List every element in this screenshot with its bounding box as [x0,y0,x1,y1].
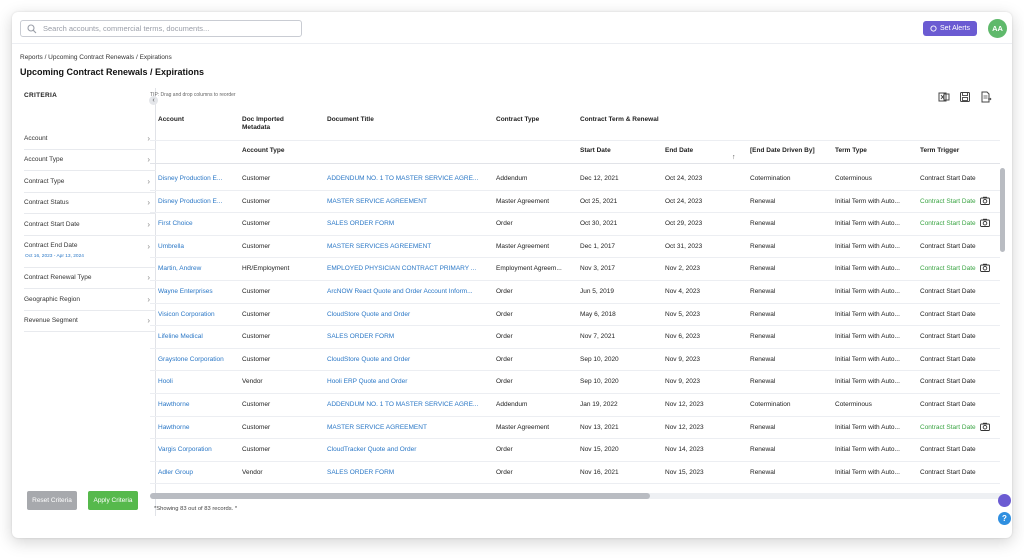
cell-term-type: Initial Term with Auto... [835,446,900,454]
cell-term-type: Initial Term with Auto... [835,310,900,318]
cell-term-type: Initial Term with Auto... [835,242,900,250]
cell-driven-by: Renewal [750,220,776,228]
cell-account[interactable]: Wayne Enterprises [158,287,213,295]
cell-start-date: Dec 12, 2021 [580,175,619,182]
set-alerts-button[interactable] [923,21,977,36]
header-document-title[interactable]: Document Title [327,116,374,123]
camera-icon[interactable] [980,263,990,272]
cell-account-type: Customer [242,446,271,454]
cell-end-date: Oct 24, 2023 [665,197,703,205]
cell-term-type: Initial Term with Auto... [835,468,900,476]
cell-term-type: Initial Term with Auto... [835,423,900,431]
cell-document-title[interactable]: MASTER SERVICES AGREEMENT [327,242,432,250]
cell-contract-type: Master Agreement [496,423,550,431]
cell-term-trigger: Contract Start Date [920,446,976,454]
criteria-contract-renewal-type[interactable]: Contract Renewal Type › [24,268,156,290]
cell-driven-by: Renewal [750,197,776,205]
horizontal-scrollbar[interactable] [150,493,1004,499]
export-document-icon[interactable] [980,90,992,102]
collapse-panel-icon[interactable]: ‹ [149,96,158,105]
cell-account[interactable]: Graystone Corporation [158,355,224,363]
cell-account[interactable]: Hooli [158,378,173,386]
header-account[interactable]: Account [158,116,184,123]
cell-contract-type: Addendum [496,175,528,182]
header-account-type[interactable]: Account Type [242,147,285,154]
criteria-contract-status[interactable]: Contract Status › [24,193,156,215]
cell-end-date: Nov 2, 2023 [665,265,701,273]
cell-contract-type: Order [496,220,513,228]
cell-document-title[interactable]: MASTER SERVICE AGREEMENT [327,197,427,205]
cell-account[interactable]: Hawthorne [158,400,190,408]
cell-account-type: Customer [242,400,271,408]
cell-account-type: Customer [242,197,271,205]
cell-contract-type: Order [496,310,513,318]
search-box[interactable] [20,20,302,37]
cell-term-trigger: Contract Start Date [920,355,976,363]
table-row[interactable] [150,258,1000,281]
cell-term-type: Initial Term with Auto... [835,220,900,228]
table-row[interactable] [150,349,1000,372]
apply-criteria-button[interactable]: Apply Criteria [88,491,138,510]
cell-contract-type: Order [496,287,513,295]
cell-document-title[interactable]: CloudTracker Quote and Order [327,446,417,454]
cell-term-trigger: Contract Start Date [920,242,976,250]
table-row[interactable] [150,213,1000,236]
cell-document-title[interactable]: SALES ORDER FORM [327,333,395,341]
cell-start-date: Oct 25, 2021 [580,197,618,205]
cell-start-date: Nov 7, 2021 [580,333,616,341]
header-term-group: Contract Term & Renewal [580,116,659,123]
cell-account[interactable]: Vargis Corporation [158,446,212,454]
cell-start-date: Nov 15, 2020 [580,446,619,454]
cell-account-type: Customer [242,242,271,250]
header-end-date[interactable]: End Date [665,147,694,154]
table-toolbar [938,90,992,102]
favorite-icon[interactable] [998,494,1011,507]
cell-document-title[interactable]: ArcNOW React Quote and Order Account Inform... [327,287,473,295]
criteria-contract-start-date[interactable]: Contract Start Date › [24,214,156,236]
table-row[interactable] [150,281,1000,304]
set-alerts-label: Set Alerts [940,25,970,32]
cell-start-date: Dec 1, 2017 [580,242,616,250]
criteria-contract-end-date[interactable]: Contract End Date Oct 16, 2023 - Apr 13, 2024 › [24,236,156,268]
cell-start-date: Oct 30, 2021 [580,220,618,228]
page-title: Upcoming Contract Renewals / Expirations [20,67,205,77]
cell-term-trigger: Contract Start Date [920,468,976,476]
cell-driven-by: Renewal [750,355,776,363]
table-row[interactable] [150,168,1000,191]
chevron-right-icon: › [147,155,150,165]
cell-account-type: Vendor [242,468,263,476]
table-row[interactable] [150,439,1000,462]
save-icon[interactable] [959,90,971,102]
chevron-right-icon: › [147,219,150,229]
cell-term-type: Initial Term with Auto... [835,333,900,341]
cell-start-date: Jan 19, 2022 [580,400,618,408]
cell-end-date: Nov 4, 2023 [665,287,701,295]
cell-account[interactable]: Hawthorne [158,423,190,431]
chevron-right-icon: › [147,176,150,186]
export-excel-icon[interactable] [938,90,950,102]
cell-driven-by: Renewal [750,468,776,476]
cell-document-title[interactable]: EMPLOYED PHYSICIAN CONTRACT PRIMARY ... [327,265,477,273]
camera-icon[interactable] [980,218,990,227]
cell-account-type: Vendor [242,378,263,386]
cell-contract-type: Employment Agreem... [496,265,562,273]
header-term-type[interactable]: Term Type [835,147,867,154]
renewals-table [150,108,1004,498]
cell-start-date: May 6, 2018 [580,310,616,318]
table-row[interactable] [150,304,1000,327]
sort-ascending-icon[interactable]: ↑ [732,154,736,161]
cell-term-trigger: Contract Start Date [920,175,976,182]
header-driven-by[interactable]: [End Date Driven By] [750,147,815,154]
records-count: *Showing 83 out of 83 records. * [154,506,238,512]
cell-driven-by: Renewal [750,378,776,386]
cell-contract-type: Order [496,468,513,476]
cell-driven-by: Renewal [750,287,776,295]
cell-start-date: Nov 16, 2021 [580,468,619,476]
cell-end-date: Oct 31, 2023 [665,242,703,250]
cell-account[interactable]: Disney Production E... [158,197,223,205]
user-avatar[interactable]: AA [988,19,1007,38]
cell-contract-type: Addendum [496,400,528,408]
cell-end-date: Nov 15, 2023 [665,468,704,476]
table-row[interactable] [150,236,1000,259]
cell-contract-type: Master Agreement [496,242,550,250]
scrollbar-thumb[interactable] [150,493,650,499]
cell-term-type: Initial Term with Auto... [835,355,900,363]
criteria-geographic-region[interactable]: Geographic Region › [24,289,156,311]
reset-criteria-button[interactable]: Reset Criteria [27,491,77,510]
cell-account[interactable]: Lifeline Medical [158,333,203,341]
table-header [150,108,1000,164]
cell-contract-type: Order [496,378,513,386]
cell-term-type: Initial Term with Auto... [835,378,900,386]
cell-end-date: Nov 9, 2023 [665,355,701,363]
breadcrumb: Reports / Upcoming Contract Renewals / Expirations [20,54,172,61]
cell-term-trigger: Contract Start Date [920,220,976,228]
cell-term-trigger: Contract Start Date [920,400,976,408]
cell-account-type: Customer [242,287,271,295]
cell-driven-by: Renewal [750,446,776,454]
bell-icon [930,25,937,32]
criteria-end-date-range: Oct 16, 2023 - Apr 13, 2024 [25,253,84,259]
chevron-right-icon: › [147,198,150,208]
camera-icon[interactable] [980,196,990,205]
cell-term-trigger: Contract Start Date [920,265,976,273]
app-window [12,12,1012,538]
cell-term-trigger: Contract Start Date [920,197,976,205]
cell-driven-by: Renewal [750,265,776,273]
cell-document-title[interactable]: Hooli ERP Quote and Order [327,378,408,386]
chevron-right-icon: › [147,241,150,251]
cell-end-date: Nov 12, 2023 [665,423,704,431]
top-bar [12,12,1012,44]
cell-start-date: Nov 13, 2021 [580,423,619,431]
cell-end-date: Nov 12, 2023 [665,400,704,408]
cell-document-title[interactable]: ADDENDUM NO. 1 TO MASTER SERVICE AGRE... [327,175,479,182]
chevron-right-icon: › [147,273,150,283]
cell-document-title[interactable]: CloudStore Quote and Order [327,355,411,363]
cell-document-title[interactable]: SALES ORDER FORM [327,468,395,476]
cell-document-title[interactable]: ADDENDUM NO. 1 TO MASTER SERVICE AGRE... [327,400,479,408]
cell-account[interactable]: First Choice [158,220,193,228]
cell-end-date: Nov 9, 2023 [665,378,701,386]
cell-term-trigger: Contract Start Date [920,310,976,318]
cell-contract-type: Order [496,355,513,363]
camera-icon[interactable] [980,422,990,431]
table-row[interactable] [150,191,1000,214]
criteria-panel [24,88,156,516]
cell-driven-by: Renewal [750,423,776,431]
cell-driven-by: Renewal [750,242,776,250]
cell-end-date: Nov 14, 2023 [665,446,704,454]
cell-start-date: Jun 5, 2019 [580,287,614,295]
cell-contract-type: Order [496,333,513,341]
cell-document-title[interactable]: SALES ORDER FORM [327,220,395,228]
search-input[interactable] [43,24,293,33]
cell-account[interactable]: Umbrella [158,242,185,250]
chevron-right-icon: › [147,294,150,304]
chevron-right-icon: › [147,133,150,143]
cell-driven-by: Renewal [750,333,776,341]
cell-contract-type: Order [496,446,513,454]
cell-end-date: Oct 24, 2023 [665,175,703,182]
cell-term-type: Initial Term with Auto... [835,265,900,273]
search-icon [27,24,37,34]
header-start-date[interactable]: Start Date [580,147,611,154]
cell-end-date: Nov 6, 2023 [665,333,701,341]
cell-account-type: Customer [242,310,271,318]
cell-end-date: Nov 5, 2023 [665,310,701,318]
cell-account-type: Customer [242,333,271,341]
cell-driven-by: Cotermination [750,400,791,408]
criteria-list [24,128,156,332]
cell-term-trigger: Contract Start Date [920,333,976,341]
header-doc-meta[interactable]: Doc Imported Metadata [242,116,284,131]
criteria-title: CRITERIA [24,92,58,99]
table-row[interactable] [150,462,1000,485]
cell-end-date: Oct 29, 2023 [665,220,703,228]
header-term-trigger[interactable]: Term Trigger [920,147,960,154]
criteria-account[interactable]: Account › [24,128,156,150]
cell-term-type: Coterminous [835,400,872,408]
cell-contract-type: Master Agreement [496,197,550,205]
chevron-right-icon: › [147,316,150,326]
criteria-revenue-segment[interactable]: Revenue Segment › [24,311,156,333]
table-row[interactable] [150,417,1000,440]
cell-account-type: Customer [242,423,271,431]
cell-document-title[interactable]: CloudStore Quote and Order [327,310,411,318]
header-divider [150,140,1000,141]
cell-start-date: Nov 3, 2017 [580,265,616,273]
cell-driven-by: Cotermination [750,175,791,182]
vertical-scrollbar[interactable] [1000,168,1005,252]
cell-account[interactable]: Martin, Andrew [158,265,202,273]
table-body [150,168,1000,484]
cell-term-type: Initial Term with Auto... [835,287,900,295]
help-icon[interactable]: ? [998,512,1011,525]
cell-account[interactable]: Visicon Corporation [158,310,215,318]
cell-account-type: Customer [242,355,271,363]
cell-start-date: Sep 10, 2020 [580,355,619,363]
cell-term-trigger: Contract Start Date [920,423,976,431]
table-row[interactable] [150,371,1000,394]
cell-document-title[interactable]: MASTER SERVICE AGREEMENT [327,423,427,431]
cell-term-type: Initial Term with Auto... [835,197,900,205]
table-row[interactable] [150,326,1000,349]
cell-account-type: Customer [242,175,271,182]
cell-term-trigger: Contract Start Date [920,378,976,386]
cell-account[interactable]: Adler Group [158,468,194,476]
tip-text: TIP: Drag and drop columns to reorder [150,92,236,98]
table-row[interactable] [150,394,1000,417]
cell-start-date: Sep 10, 2020 [580,378,619,386]
criteria-contract-type[interactable]: Contract Type › [24,171,156,193]
criteria-account-type[interactable]: Account Type › [24,150,156,172]
cell-account-type: HR/Employment [242,265,290,273]
cell-account[interactable]: Disney Production E... [158,175,223,182]
cell-term-type: Coterminous [835,175,872,182]
cell-account-type: Customer [242,220,271,228]
cell-driven-by: Renewal [750,310,776,318]
header-contract-type[interactable]: Contract Type [496,116,540,123]
cell-term-trigger: Contract Start Date [920,287,976,295]
